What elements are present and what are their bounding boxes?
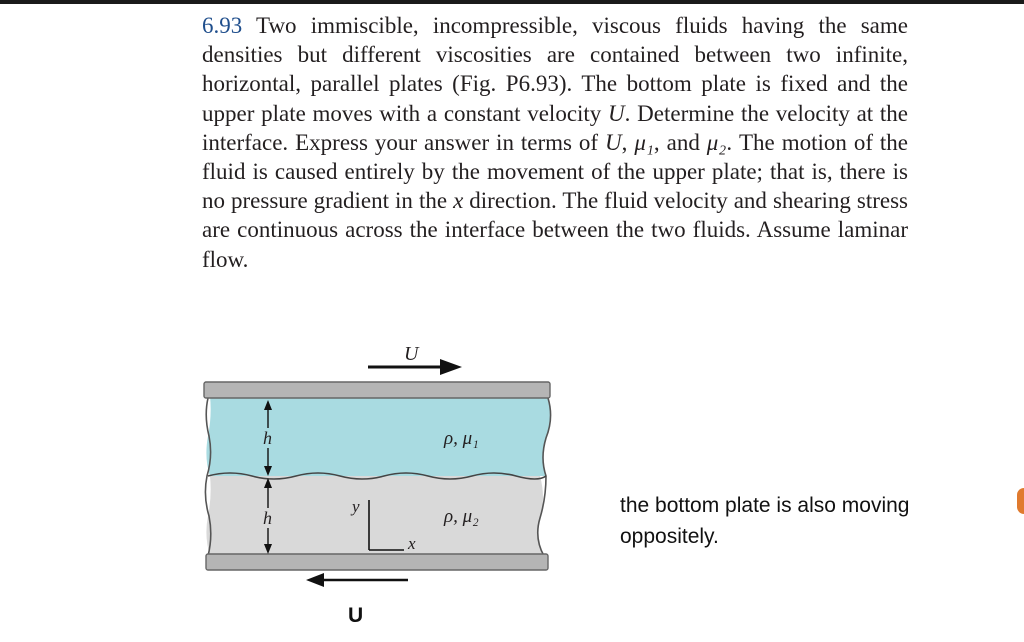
problem-text-part-2: . Determine the velocity at the interface. Express your answer in terms of: [202, 100, 909, 155]
bottom-plate: [206, 554, 548, 570]
symbol-x: x: [453, 188, 464, 214]
top-velocity-label: U: [404, 343, 419, 365]
symbol-mu2: μ₂: [706, 129, 727, 155]
separator-1: ,: [621, 129, 635, 155]
lower-fluid-region: [206, 476, 544, 556]
lower-h-label: h: [263, 508, 272, 528]
bottom-velocity-arrowhead: [306, 573, 324, 587]
problem-text-part-3: . The motion of the fluid is caused entirely by the movement of the upper plate; that is, there is no pressure gradient in the: [202, 129, 909, 214]
lower-fluid-label: ρ, μ₂: [444, 506, 479, 527]
symbol-mu1: μ₁: [634, 129, 654, 155]
top-velocity-arrowhead: [440, 359, 462, 375]
bottom-velocity-label: U: [348, 604, 364, 627]
upper-fluid-region: [206, 396, 550, 476]
problem-number: 6.93: [202, 13, 243, 38]
separator-2: , and: [653, 129, 707, 155]
problem-text-part-1: Two immiscible, incompressible, viscous fluids having the same densities but different viscosities are contained between two infinite, horizontal, parallel plates (Fig. P6.93). The bottom plate is fixed and the upper plate moves with a constant velocity: [202, 13, 908, 126]
y-axis-label: y: [352, 497, 360, 516]
symbol-U-2: U: [605, 129, 622, 155]
annotation-note: the bottom plate is also moving oppositely.: [620, 494, 910, 548]
problem-text-part-4: direction. The fluid velocity and shearing stress are continuous across the interface between the two fluids. Assume laminar flow.: [202, 188, 908, 272]
upper-fluid-label: ρ, μ₁: [444, 428, 479, 449]
edge-marker: [1017, 488, 1024, 514]
x-axis-label: x: [408, 534, 416, 553]
top-plate: [204, 382, 550, 398]
symbol-U: U: [608, 100, 625, 126]
upper-h-label: h: [263, 428, 272, 448]
